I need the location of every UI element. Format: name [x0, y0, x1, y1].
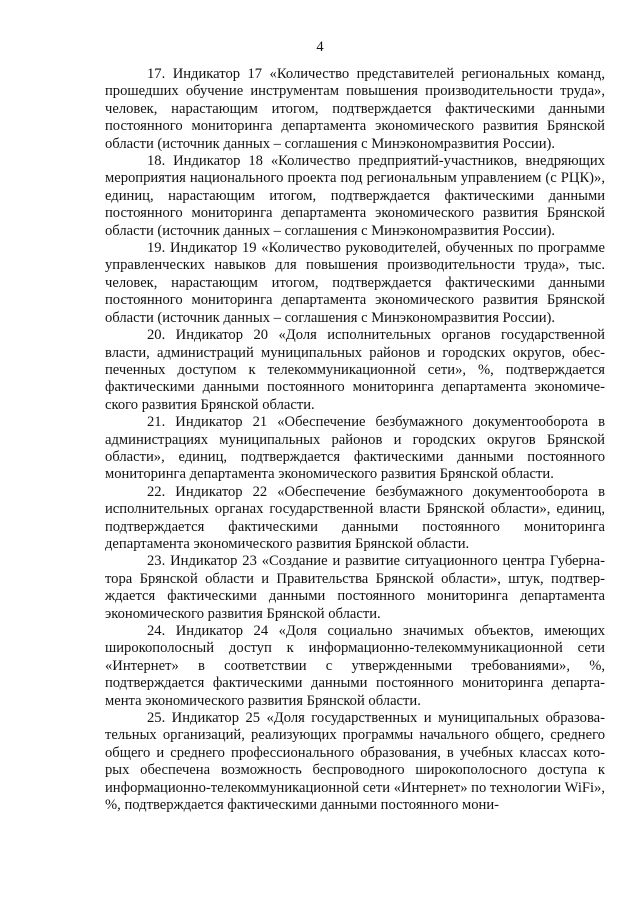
- paragraph-indicator-18: 18. Индикатор 18 «Количество предприятий-участников, внедряющих мероприятия национального проекта под региональным управлением (с РЦК)», единиц, нарастающим итогом, подтверждается фактическими данными постоянного мониторинга департамента экономического развития Брянской области (источник данных – соглашения с Минэкономразвития России).: [105, 153, 605, 239]
- paragraph-indicator-19: 19. Индикатор 19 «Количество руководителей, обученных по программе управленческих навыков для повышения производительности труда», тыс. человек, нарастающим итогом, подтверждается фактическими данными постоянного мониторинга департамента экономического развития Брянской области (источник данных – соглашения с Минэкономразвития России).: [105, 240, 605, 326]
- paragraph-indicator-24: 24. Индикатор 24 «Доля социально значимых объектов, имеющих широкополосный доступ к информационно-телекоммуникационной сети «Интернет» в соответствии с утвержденными требованиями», %, подтверждается фактическими данными постоянного мониторинга департамента экономического развития Брянской области.: [105, 623, 605, 709]
- paragraph-indicator-20: 20. Индикатор 20 «Доля исполнительных органов государственной власти, администраций муниципальных районов и городских округов, обеспеченных доступом к телекоммуникационной сети», %, подтверждается фактическими данными постоянного мониторинга департамента экономического развития Брянской области.: [105, 327, 605, 413]
- paragraph-indicator-21: 21. Индикатор 21 «Обеспечение безбумажного документооборота в администрациях муниципальных районов и городских округов Брянской области», единиц, подтверждается фактическими данными постоянного мониторинга департамента экономического развития Брянской области.: [105, 414, 605, 483]
- page-number: 4: [316, 39, 324, 55]
- paragraph-indicator-22: 22. Индикатор 22 «Обеспечение безбумажного документооборота в исполнительных органах государственной власти Брянской области», единиц, подтверждается фактическими данными постоянного мониторинга департамента экономического развития Брянской области.: [105, 483, 605, 552]
- paragraph-indicator-17: 17. Индикатор 17 «Количество представителей региональных команд, прошедших обучение инструментам повышения производительности труда», человек, нарастающим итогом, подтверждается фактическими данными постоянного мониторинга департамента экономического развития Брянской области (источник данных – соглашения с Минэкономразвития России).: [105, 66, 605, 152]
- paragraph-indicator-25: 25. Индикатор 25 «Доля государственных и муниципальных образовательных организаций, реализующих программы начального общего, среднего общего и среднего профессионального образования, в учебных классах которых обеспечена возможность беспроводного широкополосного доступа к информационно-телекоммуникационной сети «Интернет» по технологии WiFi», %, подтверждается фактическими данными постоянного мони-: [105, 710, 605, 814]
- paragraph-indicator-23: 23. Индикатор 23 «Создание и развитие ситуационного центра Губернатора Брянской области и Правительства Брянской области», штук, подтверждается фактическими данными постоянного мониторинга департамента экономического развития Брянской области.: [105, 553, 605, 622]
- document-body: [105, 66, 605, 814]
